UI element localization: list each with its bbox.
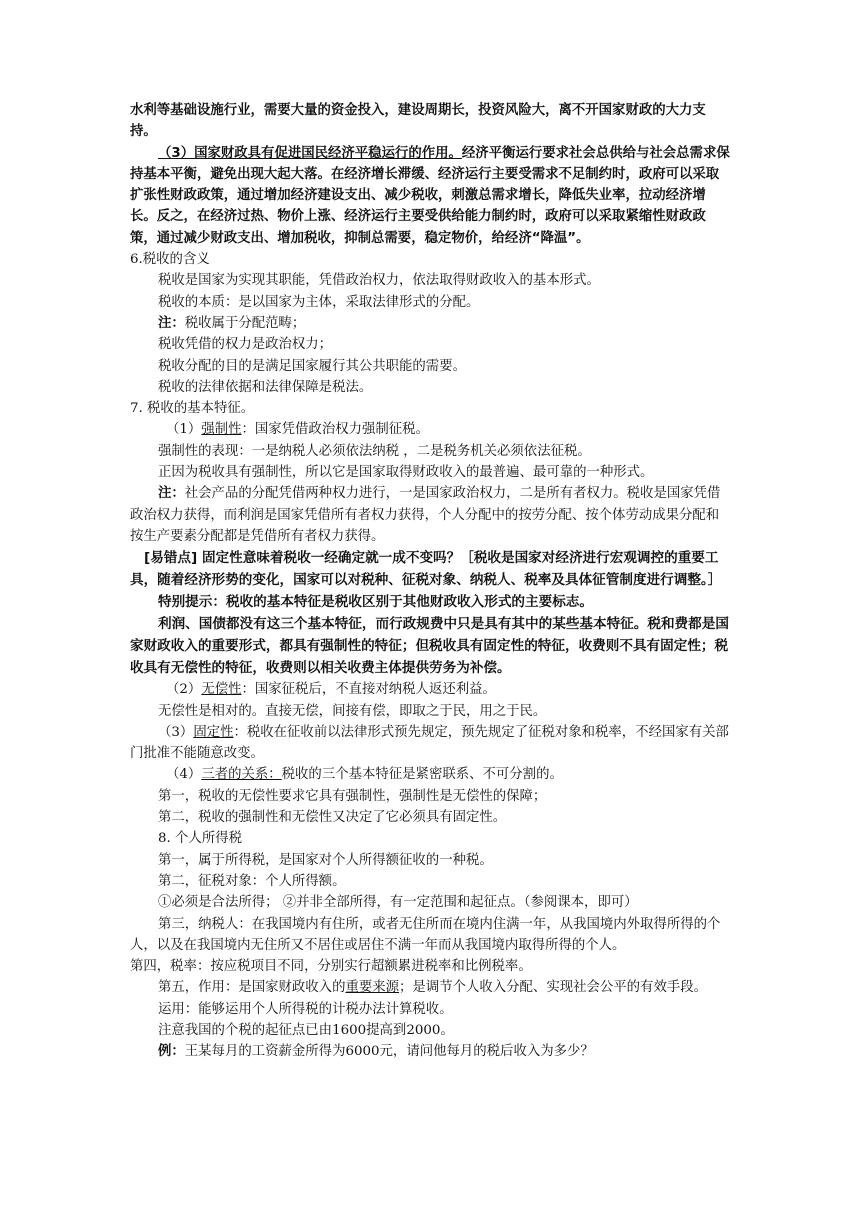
- special-tip: 特别提示：税收的基本特征是税收区别于其他财政收入形式的主要标志。: [158, 594, 593, 611]
- feature-fixed-label: 固定性: [193, 724, 234, 740]
- income-tax-fifth: [130, 977, 732, 998]
- income-tax-conditions: ①必须是合法所得； ②并非全部所得，有一定范围和起征点。（参阅课本，即可）: [158, 895, 638, 911]
- example-text: 王某每月的工资薪金所得为6000元，请问他每月的税后收入为多少？: [184, 1044, 594, 1060]
- feature-relationship-text: 税收的三个基本特征是紧密联系、不可分割的。: [281, 767, 563, 783]
- power-note-text: 社会产品的分配凭借两种权力进行，一是国家政治权力，二是所有者权力。税收是国家凭借政治权力获得，而利润是国家凭借所有者权力获得，个人分配中的按劳分配、按个体劳动成果分配和按生产要素分配都是凭借所有者权力获得。: [130, 486, 721, 544]
- paragraph-infrastructure: 水利等基础设施行业，需要大量的资金投入，建设周期长，投资风险大，离不开国家财政的大力支持。: [130, 103, 706, 140]
- feature-relationship: [130, 764, 732, 785]
- feature-gratuitous-text: ：国家征税后，不直接对纳税人返还利益。: [241, 682, 496, 698]
- relationship-first: 第一，税收的无偿性要求它具有强制性，强制性是无偿性的保障；: [158, 788, 547, 804]
- power-note: [130, 483, 732, 547]
- note-label: 注：: [158, 486, 185, 502]
- income-tax-application: 运用：能够运用个人所得税的计税办法计算税收。: [158, 1001, 453, 1017]
- stability-role-text: 经济平衡运行要求社会总供给与社会总需求保持基本平衡，避免出现大起大落。在经济增长滞缓、经济运行主要受需求不足制约时，政府可以采取扩张性财政政策，通过增加经济建设支出、减少税收，刺激总需求增长，降低失业率，拉动经济增长。反之，在经济过热、物价上涨、经济运行主要受供给能力制约时，政府可以采取紧缩性财政政策，通过减少财政支出、增加税收，抑制总需要，稳定物价，给经济“降温”。: [130, 145, 730, 246]
- section-8-title: 8. 个人所得税: [158, 831, 242, 847]
- feature-fixed: [130, 722, 732, 765]
- income-tax-third: 第三，纳税人：在我国境内有住所，或者无住所而在境内住满一年，从我国境内外取得所得的个人，以及在我国境内无住所又不居住或居住不满一年而从我国境内取得所得的个人。: [130, 916, 721, 953]
- feature-compulsory-text: ：国家凭借政治权力强制征税。: [241, 422, 429, 438]
- fifth-rest: ；是调节个人收入分配、实现社会公平的有效手段。: [399, 980, 708, 996]
- feature-number: （2）: [166, 682, 202, 698]
- easy-error-point: [易错点] 固定性意味着税收一经确定就一成不变吗？［税收是国家对经济进行宏观调控的重要工具，随着经济形势的变化，国家可以对税种、征税对象、纳税人、税率及具体征管制度进行调整。］: [130, 550, 722, 589]
- relationship-second: 第二，税收的强制性和无偿性又决定了它必须具有固定性。: [158, 810, 507, 826]
- heading-stability-role: （3）国家财政具有促进国民经济平稳运行的作用。: [158, 145, 462, 161]
- section-6-title: 6.税收的含义: [130, 252, 210, 268]
- feature-compulsory: [130, 419, 732, 440]
- tax-purpose: 税收分配的目的是满足国家履行其公共职能的需要。: [158, 358, 466, 374]
- document-page: [130, 100, 732, 1063]
- note-text: 税收属于分配范畴；: [184, 315, 306, 331]
- example: [130, 1041, 732, 1062]
- income-tax-fourth: 第四，税率：按应税项目不同，分别实行超额累进税率和比例税率。: [130, 959, 532, 975]
- feature-number: （3）: [158, 724, 194, 740]
- income-tax-first: 第一，属于所得税，是国家对个人所得额征收的一种税。: [158, 852, 493, 868]
- feature-compulsory-label: 强制性: [201, 422, 242, 438]
- tax-note: [130, 313, 732, 334]
- tax-essence: 税收的本质：是以国家为主体，采取法律形式的分配。: [158, 294, 480, 310]
- tax-power: 税收凭借的权力是政治权力；: [158, 337, 333, 353]
- note-label: 注：: [158, 315, 185, 331]
- income-tax-threshold: 注意我国的个税的起征点已由1600提高到2000。: [158, 1022, 454, 1038]
- section-7-title: 7. 税收的基本特征。: [130, 401, 255, 417]
- compulsory-expression: 强制性的表现：一是纳税人必须依法纳税 ，二是税务机关必须依法征税。: [158, 443, 591, 459]
- special-tip-detail: 利润、国债都没有这三个基本特征，而行政规费中只是具有其中的某些基本特征。税和费都是国家财政收入的重要形式，都具有强制性的特征；但税收具有固定性的特征，收费则不具有固定性；税收具有无偿性的特征，收费则以相关收费主体提供劳务为补偿。: [130, 616, 729, 677]
- feature-fixed-text: ：税收在征收前以法律形式预先规定，预先规定了征税对象和税率，不经国家有关部门批准不能随意改变。: [130, 724, 729, 762]
- example-label: 例：: [158, 1044, 185, 1060]
- fifth-underlined: 重要来源: [345, 980, 400, 996]
- tax-law: 税收的法律依据和法律保障是税法。: [158, 379, 373, 395]
- feature-gratuitous-label: 无偿性: [201, 682, 242, 698]
- income-tax-second: 第二，征税对象：个人所得额。: [158, 873, 346, 889]
- feature-relationship-label: 三者的关系：: [201, 767, 282, 783]
- feature-gratuitous: [130, 679, 732, 700]
- compulsory-reason: 正因为税收具有强制性，所以它是国家取得财政收入的最普遍、最可靠的一种形式。: [158, 465, 654, 481]
- paragraph-stability-role: [130, 143, 732, 249]
- feature-number: （4）: [166, 767, 202, 783]
- tax-definition: 税收是国家为实现其职能，凭借政治权力，依法取得财政收入的基本形式。: [158, 273, 600, 289]
- fifth-pre: 第五，作用：是国家财政收入的: [158, 980, 346, 996]
- gratuitous-relative: 无偿性是相对的。直接无偿，间接有偿，即取之于民，用之于民。: [158, 703, 547, 719]
- feature-number: （1）: [166, 422, 202, 438]
